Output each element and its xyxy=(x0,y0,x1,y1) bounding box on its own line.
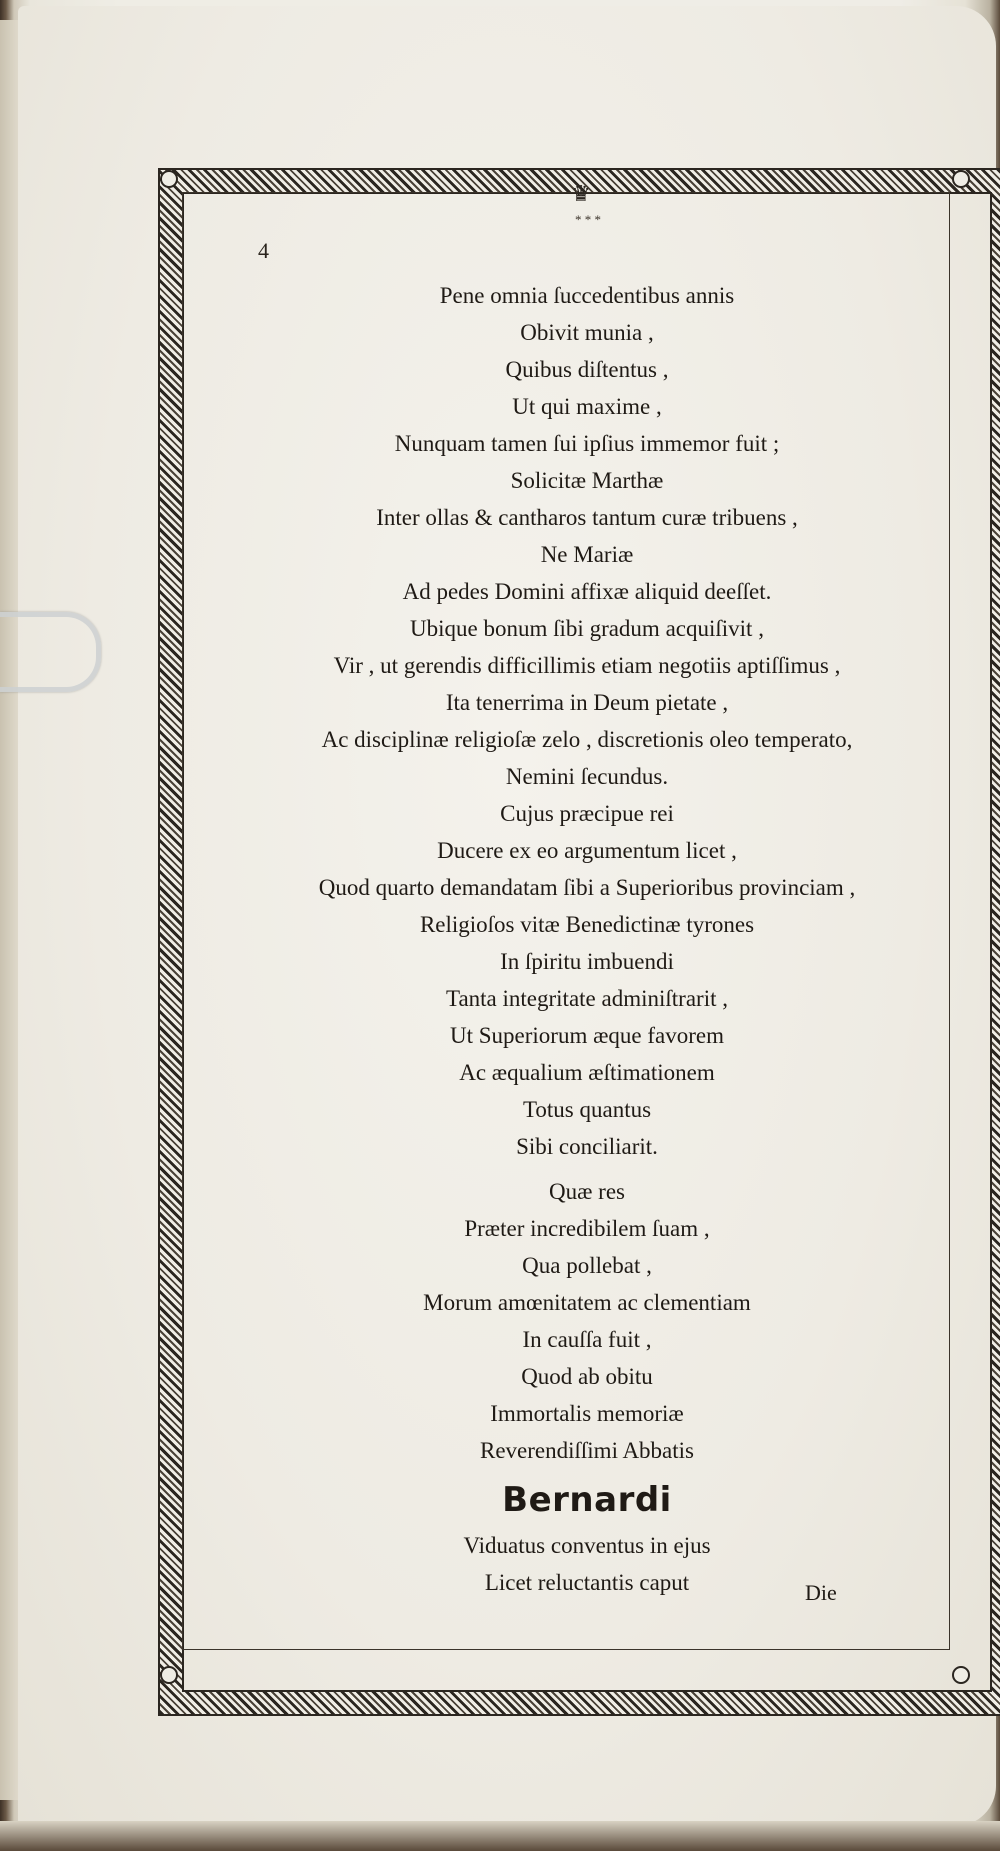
text-line: Quibus diſtentus , xyxy=(505,357,669,382)
crown-ornament: ♛ xyxy=(571,181,593,206)
text-line: Pene omnia ſuccedentibus annis xyxy=(439,283,735,308)
dots-ornament: * * * xyxy=(575,212,601,227)
corner-rosette xyxy=(160,170,178,188)
corner-rosette xyxy=(952,1666,970,1684)
text-line: Nemini ſecundus. xyxy=(505,764,669,789)
text-line: Ducere ex eo argumentum licet , xyxy=(437,838,737,863)
corner-rosette xyxy=(160,1666,178,1684)
text-line: Religioſos vitæ Benedictinæ tyrones xyxy=(419,912,755,937)
text-line: Vir , ut gerendis difficillimis etiam negotiis aptiſſimus , xyxy=(333,653,841,678)
text-line: Reverendiſſimi Abbatis xyxy=(480,1438,694,1463)
text-line: Ut qui maxime , xyxy=(512,394,662,419)
text-line: Sibi conciliarit. xyxy=(516,1134,658,1159)
text-line: Quod ab obitu xyxy=(521,1364,653,1389)
text-line: Nunquam tamen ſui ipſius immemor fuit ; xyxy=(394,431,780,456)
text-line: Morum amœnitatem ac clementiam xyxy=(423,1290,751,1315)
text-line: Præter incredibilem ſuam , xyxy=(464,1216,710,1241)
text-line: Ubique bonum ſibi gradum acquiſivit , xyxy=(410,616,764,641)
text-line: Ac disciplinæ religioſæ zelo , discretionis oleo temperato, xyxy=(321,727,853,752)
text-line: Obivit munia , xyxy=(520,320,654,345)
text-line: Ad pedes Domini affixæ aliquid deeſſet. xyxy=(402,579,772,604)
text-line: In ſpiritu imbuendi xyxy=(500,949,674,974)
text-line: Ac æqualium æſtimationem xyxy=(459,1060,715,1085)
page-number: 4 xyxy=(258,238,269,263)
body-text xyxy=(200,277,974,1601)
text-line: Qua pollebat , xyxy=(522,1253,652,1278)
paperclip xyxy=(0,612,101,692)
name-heading: Bernardi xyxy=(502,1480,672,1520)
text-line: Licet reluctantis caput xyxy=(484,1570,690,1595)
text-line: Cujus præcipue rei xyxy=(500,801,674,826)
corner-rosette xyxy=(952,170,970,188)
catchword: Die xyxy=(805,1580,837,1605)
text-line: Solicitæ Marthæ xyxy=(510,468,664,493)
text-line: Ne Mariæ xyxy=(540,542,634,567)
text-line: Immortalis memoriæ xyxy=(490,1401,684,1426)
text-line: Quod quarto demandatam ſibi a Superioribus provinciam , xyxy=(318,875,856,900)
text-line: Quæ res xyxy=(548,1179,626,1204)
text-line: Ita tenerrima in Deum pietate , xyxy=(445,690,729,715)
text-line: In cauſſa fuit , xyxy=(522,1327,652,1352)
text-line: Tanta integritate adminiſtrarit , xyxy=(446,986,728,1011)
text-line: Viduatus conventus in ejus xyxy=(463,1533,711,1558)
bottom-edge xyxy=(0,1821,1000,1851)
text-line: Totus quantus xyxy=(522,1097,652,1122)
text-line: Ut Superiorum æque favorem xyxy=(449,1023,725,1048)
text-line: Inter ollas & cantharos tantum curæ tribuens , xyxy=(376,505,798,530)
